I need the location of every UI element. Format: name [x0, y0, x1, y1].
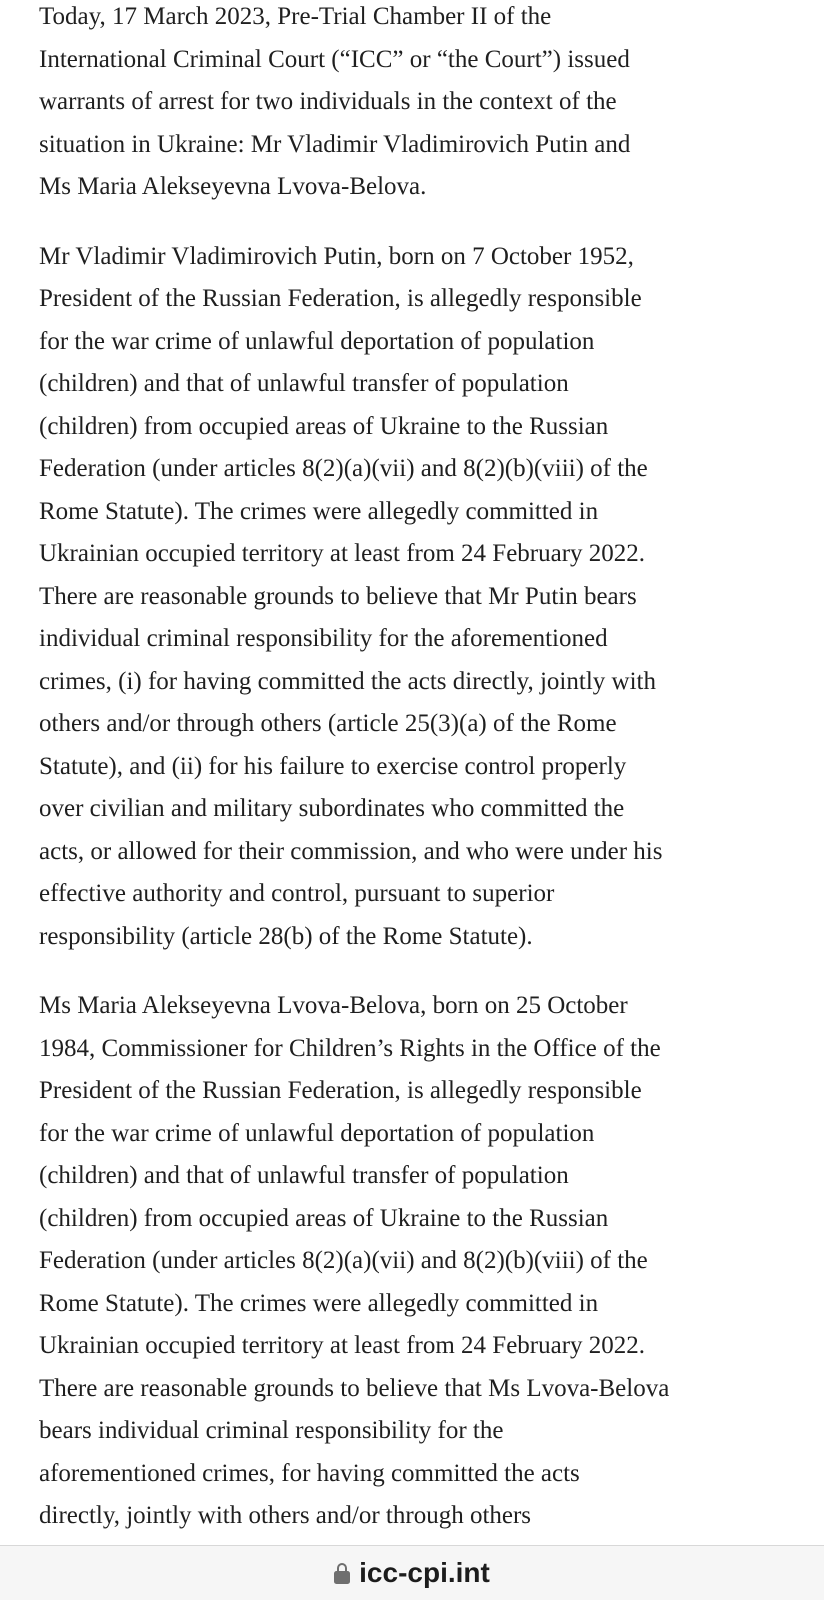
- address-bar[interactable]: [0, 1545, 824, 1600]
- text-line: International Criminal Court (“ICC” or “the Court”) issued: [39, 45, 630, 73]
- text-line: (children) from occupied areas of Ukraine to the Russian: [39, 412, 609, 440]
- text-line: individual criminal responsibility for the aforementioned: [39, 625, 608, 652]
- text-line: effective authority and control, pursuant to superior: [39, 880, 555, 907]
- text-line: (children) and that of unlawful transfer of population: [39, 370, 569, 397]
- text-line: for the war crime of unlawful deportation of population: [39, 327, 595, 355]
- text-line: Rome Statute). The crimes were allegedly committed in: [39, 497, 599, 525]
- text-line: Ms Maria Alekseyevna Lvova-Belova.: [39, 173, 427, 200]
- text-line: President of the Russian Federation, is allegedly responsible: [39, 285, 642, 312]
- text-line: Federation (under articles 8(2)(a)(vii) and 8(2)(b)(viii) of the: [39, 455, 648, 482]
- address-bar-content[interactable]: [0, 1556, 824, 1590]
- text-line: There are reasonable grounds to believe that Mr Putin bears: [39, 582, 637, 610]
- article-paragraph: [39, 985, 815, 1538]
- text-line: President of the Russian Federation, is allegedly responsible: [39, 1077, 642, 1104]
- text-line: responsibility (article 28(b) of the Rome Statute).: [39, 922, 533, 950]
- text-line: over civilian and military subordinates who committed the: [39, 795, 625, 822]
- text-line: (children) and that of unlawful transfer of population: [39, 1162, 569, 1189]
- text-line: acts, or allowed for their commission, and who were under his: [39, 837, 663, 865]
- article-body: [39, 0, 815, 1545]
- text-line: There are reasonable grounds to believe that Ms Lvova-Belova: [39, 1374, 670, 1402]
- text-line: (children) from occupied areas of Ukraine to the Russian: [39, 1204, 609, 1232]
- text-line: situation in Ukraine: Mr Vladimir Vladimirovich Putin and: [39, 130, 631, 158]
- text-line: Federation (under articles 8(2)(a)(vii) and 8(2)(b)(viii) of the: [39, 1247, 648, 1274]
- text-line: warrants of arrest for two individuals in the context of the: [39, 88, 617, 115]
- text-line: others and/or through others (article 25(3)(a) of the Rome: [39, 710, 617, 737]
- address-bar-domain[interactable]: icc-cpi.int: [359, 1557, 490, 1588]
- text-line: Rome Statute). The crimes were allegedly committed in: [39, 1289, 599, 1317]
- text-line: Statute), and (ii) for his failure to exercise control properly: [39, 752, 627, 780]
- article-paragraph: [39, 236, 815, 959]
- text-line: 1984, Commissioner for Children’s Rights in the Office of the: [39, 1034, 661, 1062]
- text-line: crimes, (i) for having committed the acts directly, jointly with: [39, 667, 656, 695]
- lock-icon: [334, 1562, 350, 1584]
- text-line: Mr Vladimir Vladimirovich Putin, born on 7 October 1952,: [39, 242, 634, 270]
- text-line: Ukrainian occupied territory at least from 24 February 2022.: [39, 1332, 646, 1359]
- article-paragraph: [39, 0, 815, 209]
- text-line: Ukrainian occupied territory at least from 24 February 2022.: [39, 540, 646, 567]
- text-line: aforementioned crimes, for having committed the acts: [39, 1459, 580, 1487]
- text-line: bears individual criminal responsibility for the: [39, 1417, 504, 1444]
- text-line: Today, 17 March 2023, Pre-Trial Chamber II of the: [39, 3, 552, 30]
- text-line: directly, jointly with others and/or through others: [39, 1502, 532, 1529]
- text-line: Ms Maria Alekseyevna Lvova-Belova, born on 25 October: [39, 992, 628, 1019]
- text-line: for the war crime of unlawful deportation of population: [39, 1119, 595, 1147]
